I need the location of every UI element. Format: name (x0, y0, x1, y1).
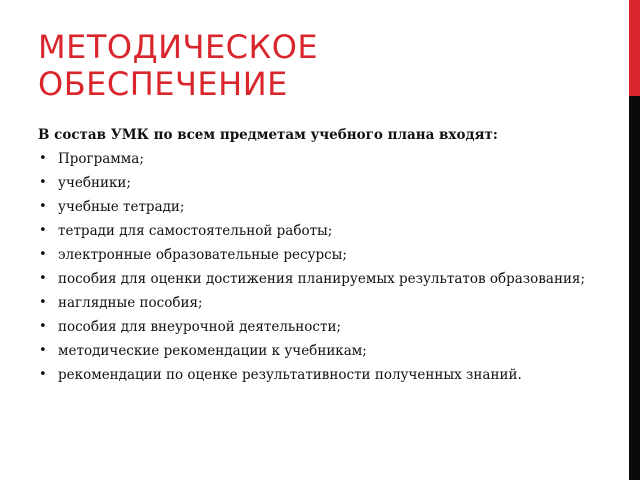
title-line-2: ОБЕСПЕЧЕНИЕ (38, 65, 288, 103)
bullet-icon: • (39, 151, 47, 166)
list-item-text: учебные тетради; (58, 199, 185, 215)
list-item-text: наглядные пособия; (58, 295, 203, 311)
list-item-text: Программа; (58, 151, 144, 167)
title-line-1: МЕТОДИЧЕСКОЕ (38, 28, 319, 66)
list-item (38, 318, 598, 336)
list-item (38, 246, 598, 264)
list-item-text: рекомендации по оценке результативности полученных знаний. (58, 367, 522, 383)
list-item-text: тетради для самостоятельной работы; (58, 223, 333, 239)
list-item (38, 198, 598, 216)
list-item (38, 294, 598, 312)
list-item-text: электронные образовательные ресурсы; (58, 247, 347, 263)
accent-bar-black (629, 96, 640, 480)
bullet-list (38, 150, 598, 384)
list-item-text: пособия для оценки достижения планируемых результатов образования; (58, 271, 586, 287)
list-item-text: пособия для внеурочной деятельности; (58, 319, 341, 335)
intro-text: В состав УМК по всем предметам учебного плана входят: (38, 127, 498, 143)
slide-content (38, 126, 598, 390)
bullet-icon: • (39, 295, 47, 310)
list-item (38, 222, 598, 240)
list-item (38, 174, 598, 192)
bullet-icon: • (39, 175, 47, 190)
bullet-icon: • (39, 247, 47, 262)
accent-bar-red (629, 0, 640, 96)
list-item (38, 150, 598, 168)
bullet-icon: • (39, 343, 47, 358)
slide-title (38, 29, 598, 103)
list-item-text: учебники; (58, 175, 131, 191)
list-item (38, 342, 598, 360)
bullet-icon: • (39, 367, 47, 382)
bullet-icon: • (39, 223, 47, 238)
list-item-text: методические рекомендации к учебникам; (58, 343, 367, 359)
bullet-icon: • (39, 319, 47, 334)
list-item (38, 270, 598, 288)
bullet-icon: • (39, 271, 47, 286)
list-item (38, 366, 598, 384)
bullet-icon: • (39, 199, 47, 214)
